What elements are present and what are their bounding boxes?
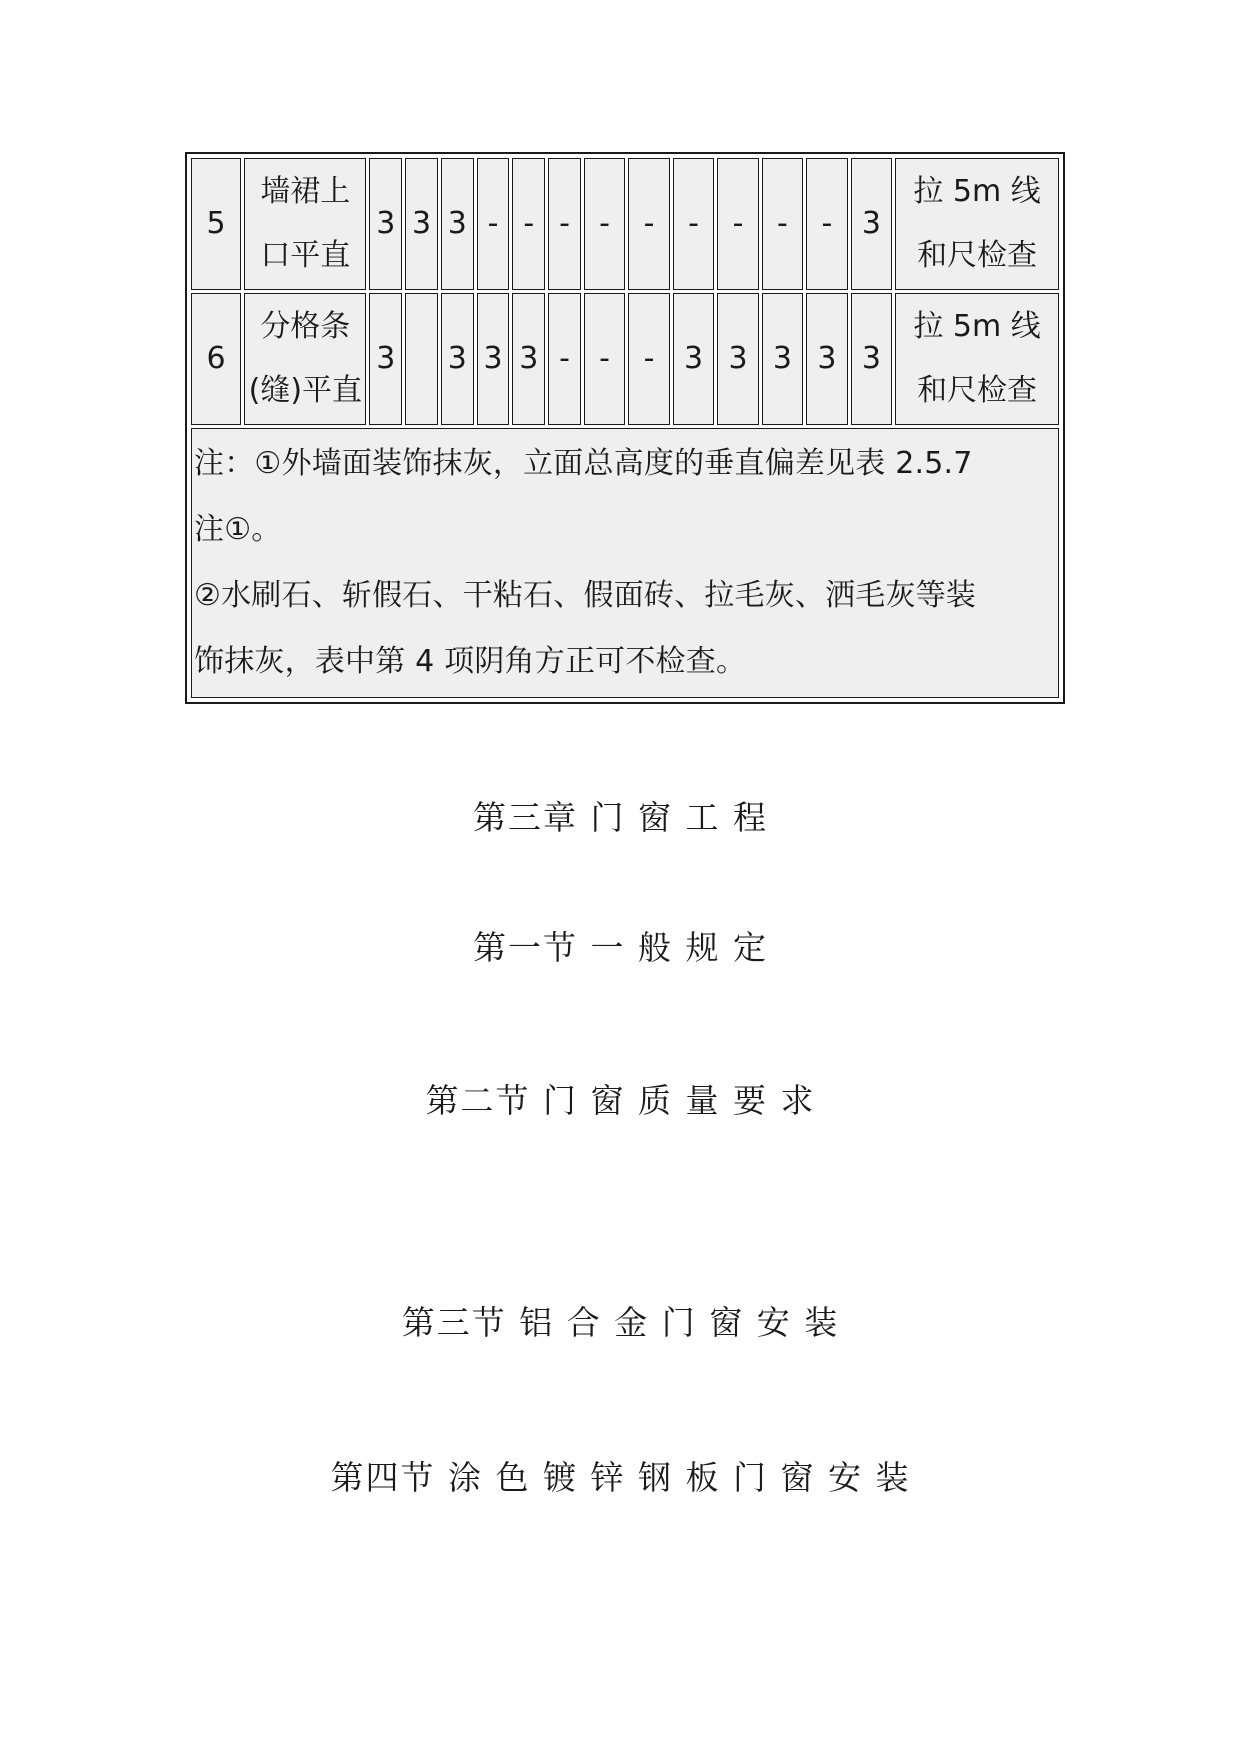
check-method-cell [895, 158, 1059, 290]
item-name-line: 墙裙上 [260, 174, 351, 209]
tolerance-value-cell: 3 [806, 293, 847, 425]
check-method-cell [895, 293, 1059, 425]
chapter-heading: 第三章 门 窗 工 程 [473, 798, 768, 837]
table-row [191, 293, 1059, 425]
note-line: 注：①外墙面装饰抹灰，立面总高度的垂直偏差见表 2.5.7 [194, 446, 973, 481]
note-line: 饰抹灰，表中第 4 项阴角方正可不检查。 [194, 644, 747, 679]
section4-heading: 第四节 涂 色 镀 锌 钢 板 门 窗 安 装 [330, 1458, 911, 1497]
check-method-line: 和尺检查 [917, 373, 1038, 408]
section3-heading: 第三节 铝 合 金 门 窗 安 装 [401, 1303, 840, 1342]
tolerance-value-cell: - [548, 158, 581, 290]
tolerance-value-cell: 3 [369, 293, 402, 425]
tolerance-value-cell: - [717, 158, 758, 290]
check-method-line: 和尺检查 [917, 238, 1038, 273]
item-name-line: (缝)平直 [248, 373, 363, 408]
tolerance-value-cell [405, 293, 438, 425]
table-row [191, 158, 1059, 290]
tolerance-value-cell: - [673, 158, 714, 290]
item-name-line: 分格条 [260, 309, 351, 344]
tolerance-value-cell: - [806, 158, 847, 290]
tolerance-value-cell: 3 [762, 293, 803, 425]
table-note [191, 428, 1059, 698]
tolerance-value-cell: - [628, 158, 669, 290]
tolerance-value-cell: - [512, 158, 545, 290]
tolerance-value-cell: 3 [851, 158, 892, 290]
tolerance-value-cell: 3 [477, 293, 510, 425]
tolerance-value-cell: 3 [717, 293, 758, 425]
table-note-row [191, 428, 1059, 698]
tolerance-value-cell: 3 [673, 293, 714, 425]
item-name-cell [244, 293, 366, 425]
tolerance-value-cell: 3 [405, 158, 438, 290]
tolerance-value-cell: - [762, 158, 803, 290]
item-name-line: 口平直 [260, 238, 351, 273]
tolerance-value-cell: 3 [441, 158, 474, 290]
row-number-cell: 6 [191, 293, 241, 425]
tolerance-value-cell: 3 [851, 293, 892, 425]
check-method-line: 拉 5m 线 [913, 174, 1041, 209]
tolerance-value-cell: - [477, 158, 510, 290]
section1-heading: 第一节 一 般 规 定 [473, 928, 768, 967]
note-line: ②水刷石、斩假石、干粘石、假面砖、拉毛灰、洒毛灰等装 [194, 578, 977, 613]
tolerance-value-cell: - [628, 293, 669, 425]
tolerance-value-cell: - [584, 158, 625, 290]
check-method-line: 拉 5m 线 [913, 309, 1041, 344]
tolerance-value-cell: - [584, 293, 625, 425]
spec-table [188, 155, 1062, 701]
item-name-cell [244, 158, 366, 290]
section2-heading: 第二节 门 窗 质 量 要 求 [425, 1081, 816, 1120]
row-number-cell: 5 [191, 158, 241, 290]
tolerance-table [185, 152, 1065, 704]
note-line: 注①。 [194, 512, 282, 547]
tolerance-value-cell: 3 [512, 293, 545, 425]
tolerance-value-cell: 3 [441, 293, 474, 425]
tolerance-value-cell: 3 [369, 158, 402, 290]
tolerance-value-cell: - [548, 293, 581, 425]
